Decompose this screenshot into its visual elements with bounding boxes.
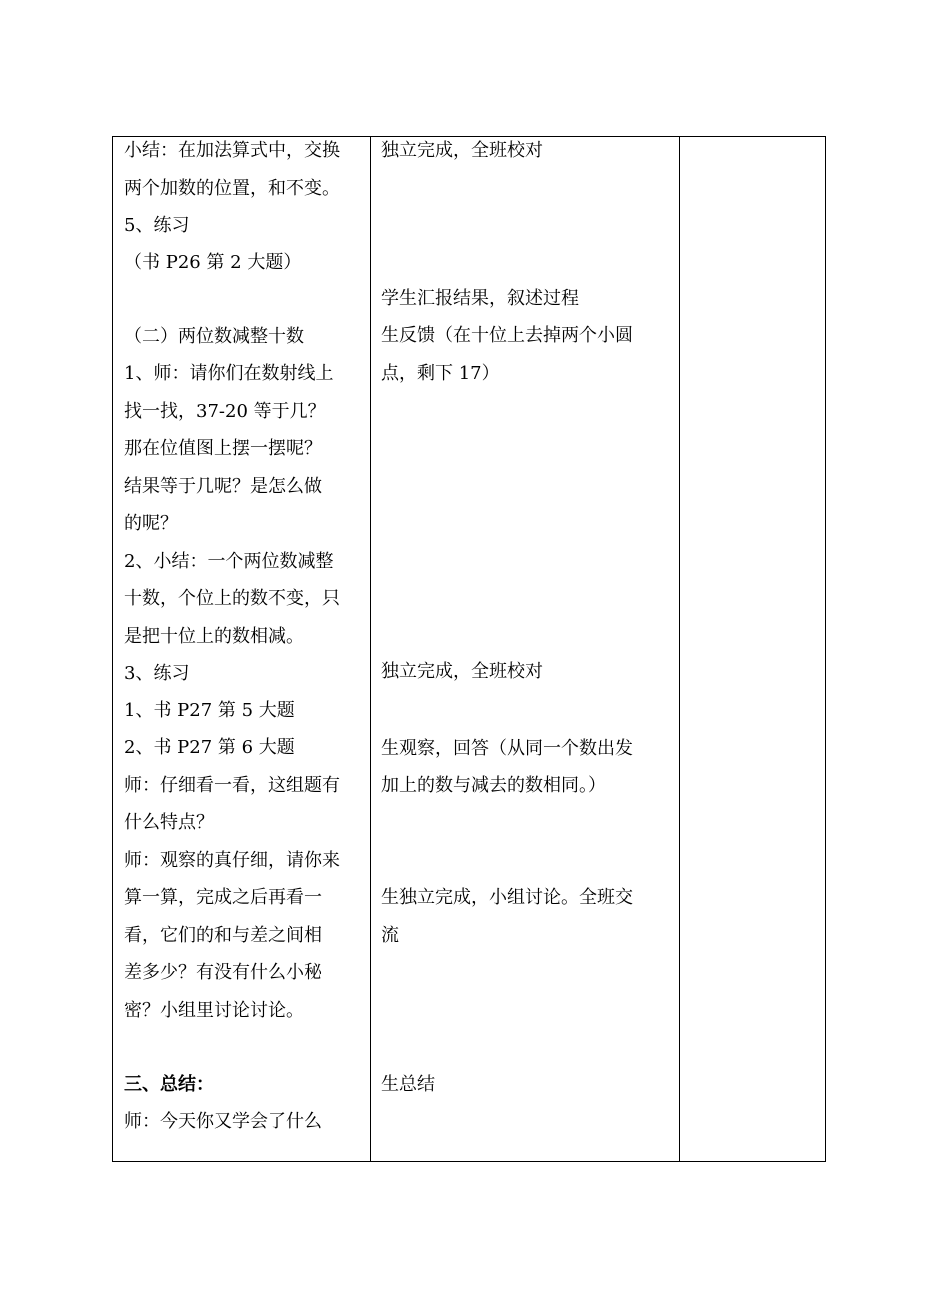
teacher-text-line: 是把十位上的数相减。 [124,626,304,647]
teacher-text-line: 那在位值图上摆一摆呢？ [124,438,322,459]
lesson-plan-table [112,136,826,1162]
teacher-text-line: 找一找，37-20 等于几？ [124,401,326,422]
teacher-text-line: 师：今天你又学会了什么 [124,1111,322,1132]
teacher-text-line: 3、练习 [124,663,190,684]
student-text-line: 加上的数与减去的数相同。） [381,775,606,796]
column-divider-1 [370,137,371,1161]
student-text-line: 流 [381,925,399,946]
student-text-line: 生反馈（在十位上去掉两个小圆 [381,325,633,346]
teacher-text-line: 十数，个位上的数不变，只 [124,588,340,609]
student-text-line: 生独立完成，小组讨论。全班交 [381,887,633,908]
student-text-line: 独立完成，全班校对 [381,661,543,682]
teacher-text-line: 5、练习 [124,215,190,236]
teacher-text-line: 师：仔细看一看，这组题有 [124,775,340,796]
student-text-line: 独立完成，全班校对 [381,140,543,161]
teacher-text-line: 差多少？有没有什么小秘 [124,962,322,983]
column-divider-2 [679,137,680,1161]
teacher-text-line: 师：观察的真仔细，请你来 [124,850,340,871]
teacher-text-line: 1、书 P27 第 5 大题 [124,700,295,721]
teacher-text-line: 结果等于几呢？是怎么做 [124,476,322,497]
teacher-text-line: 的呢？ [124,513,178,534]
teacher-text-line: 三、总结： [124,1074,214,1095]
teacher-text-line: 2、小结：一个两位数减整 [124,551,334,572]
teacher-text-line: （二）两位数减整十数 [124,326,304,347]
teacher-text-line: 1、师：请你们在数射线上 [124,363,334,384]
student-text-line: 生总结 [381,1074,435,1095]
teacher-text-line: 算一算，完成之后再看一 [124,887,322,908]
teacher-text-line: 2、书 P27 第 6 大题 [124,737,295,758]
teacher-text-line: 什么特点？ [124,812,214,833]
student-text-line: 点，剩下 17） [381,363,500,384]
teacher-text-line: 密？小组里讨论讨论。 [124,1000,304,1021]
teacher-text-line: 小结：在加法算式中，交换 [124,140,340,161]
teacher-text-line: 两个加数的位置，和不变。 [124,178,340,199]
teacher-text-line: 看，它们的和与差之间相 [124,925,322,946]
student-text-line: 学生汇报结果，叙述过程 [381,288,579,309]
teacher-text-line: （书 P26 第 2 大题） [124,252,302,273]
student-text-line: 生观察，回答（从同一个数出发 [381,738,633,759]
